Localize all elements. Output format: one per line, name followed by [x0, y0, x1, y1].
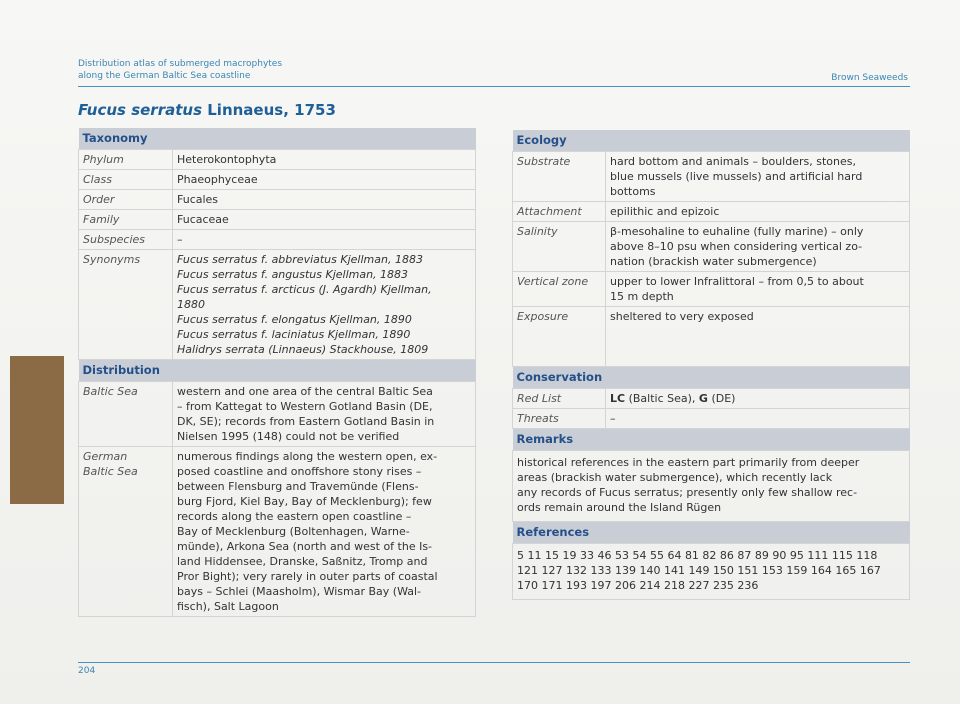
red-list-g: G: [698, 392, 708, 405]
header-rule: [78, 86, 910, 87]
synonym-line: Halidrys serrata (Linnaeus) Stackhouse, 1809: [177, 343, 429, 356]
species-authority: Linnaeus, 1753: [207, 101, 336, 119]
text-line: 121 127 132 133 139 140 141 149 150 151 153 159 164 165 167: [517, 564, 881, 577]
text-line: Bay of Mecklenburg (Boltenhagen, Warne-: [177, 525, 410, 538]
german-baltic-key: [79, 447, 173, 617]
page-number: 204: [78, 666, 96, 676]
red-list-lc-note: (Baltic Sea),: [625, 392, 699, 405]
text-line: bottoms: [610, 185, 656, 198]
text-line: above 8–10 psu when considering vertical zo-: [610, 240, 863, 253]
table-row: [79, 210, 476, 230]
table-row: [513, 152, 910, 202]
header-line-2: along the German Baltic Sea coastline: [78, 71, 251, 81]
substrate-key: Substrate: [513, 152, 606, 202]
taxonomy-value: Fucaceae: [173, 210, 476, 230]
taxonomy-key: Order: [79, 190, 173, 210]
table-row: [79, 150, 476, 170]
salinity-value: [606, 222, 910, 272]
conservation-heading: Conservation: [513, 367, 910, 389]
attachment-key: Attachment: [513, 202, 606, 222]
text-line: bays – Schlei (Maasholm), Wismar Bay (Wal-: [177, 585, 422, 598]
taxonomy-heading: Taxonomy: [79, 128, 476, 150]
text-line: 5 11 15 19 33 46 53 54 55 64 81 82 86 87 89 90 95 111 115 118: [517, 549, 878, 562]
footer-rule: [78, 662, 910, 663]
text-line: ords remain around the Island Rügen: [517, 501, 722, 514]
synonym-line: Fucus serratus f. elongatus Kjellman, 1890: [177, 313, 412, 326]
text-line: fisch), Salt Lagoon: [177, 600, 279, 613]
table-row: [513, 222, 910, 272]
red-list-g-note: (DE): [707, 392, 736, 405]
running-header: [78, 58, 282, 82]
header-line-1: Distribution atlas of submerged macrophytes: [78, 59, 283, 69]
text-line: land Hiddensee, Dranske, Saßnitz, Tromp and: [177, 555, 428, 568]
exposure-value: sheltered to very exposed: [606, 307, 910, 367]
section-label: Brown Seaweeds: [831, 73, 908, 83]
table-row: [513, 307, 910, 367]
table-row: [79, 447, 476, 617]
salinity-key: Salinity: [513, 222, 606, 272]
synonym-line: Fucus serratus f. laciniatus Kjellman, 1890: [177, 328, 411, 341]
german-baltic-text: [173, 447, 476, 617]
table-row: [79, 170, 476, 190]
text-line: numerous findings along the western open, ex-: [177, 450, 438, 463]
taxonomy-value: Phaeophyceae: [173, 170, 476, 190]
red-list-lc: LC: [610, 392, 626, 405]
species-title: [78, 101, 336, 119]
text-line: – from Kattegat to Western Gotland Basin (DE,: [177, 400, 433, 413]
attachment-value: epilithic and epizoic: [606, 202, 910, 222]
table-row: [513, 409, 910, 429]
remarks-text: [513, 451, 910, 522]
exposure-key: Exposure: [513, 307, 606, 367]
table-row: [79, 190, 476, 210]
table-row: [513, 451, 910, 522]
chapter-tab-marker: [10, 356, 64, 504]
synonyms-list: [173, 250, 476, 360]
table-row: [513, 202, 910, 222]
text-line: münde), Arkona Sea (north and west of the Is-: [177, 540, 433, 553]
synonym-line: Fucus serratus f. abbreviatus Kjellman, 1883: [177, 253, 423, 266]
synonym-line: Fucus serratus f. arcticus (J. Agardh) Kjellman,: [177, 283, 432, 296]
red-list-value: [606, 389, 910, 409]
species-name: Fucus serratus: [78, 101, 203, 119]
taxonomy-key: Subspecies: [79, 230, 173, 250]
text-line: any records of Fucus serratus; presently only few shallow rec-: [517, 486, 858, 499]
synonym-line: Fucus serratus f. angustus Kjellman, 1883: [177, 268, 409, 281]
table-row: [513, 389, 910, 409]
text-line: western and one area of the central Baltic Sea: [177, 385, 433, 398]
text-line: Pror Bight); very rarely in outer parts of coastal: [177, 570, 438, 583]
text-line: Nielsen 1995 (148) could not be verified: [177, 430, 400, 443]
key-line: Baltic Sea: [83, 465, 138, 478]
text-line: areas (brackish water submergence), which recently lack: [517, 471, 833, 484]
text-line: historical references in the eastern part primarily from deeper: [517, 456, 860, 469]
text-line: DK, SE); records from Eastern Gotland Basin in: [177, 415, 435, 428]
ecology-conservation-table: [512, 130, 910, 600]
ecology-heading: Ecology: [513, 130, 910, 152]
baltic-sea-text: [173, 382, 476, 447]
table-row: [79, 382, 476, 447]
text-line: nation (brackish water submergence): [610, 255, 817, 268]
taxonomy-value: Heterokontophyta: [173, 150, 476, 170]
taxonomy-key: Phylum: [79, 150, 173, 170]
threats-value: –: [606, 409, 910, 429]
taxonomy-value: Fucales: [173, 190, 476, 210]
taxonomy-value: –: [173, 230, 476, 250]
text-line: between Flensburg and Travemünde (Flens-: [177, 480, 419, 493]
references-list: [513, 544, 910, 600]
threats-key: Threats: [513, 409, 606, 429]
text-line: β-mesohaline to euhaline (fully marine) – only: [610, 225, 864, 238]
table-row: [513, 544, 910, 600]
references-heading: References: [513, 522, 910, 544]
taxonomy-distribution-table: [78, 128, 476, 617]
vertical-zone-key: Vertical zone: [513, 272, 606, 307]
text-line: posed coastline and onoffshore stony rises –: [177, 465, 422, 478]
text-line: hard bottom and animals – boulders, stones,: [610, 155, 856, 168]
text-line: upper to lower Infralittoral – from 0,5 to about: [610, 275, 864, 288]
key-line: German: [83, 450, 128, 463]
taxonomy-key: Class: [79, 170, 173, 190]
table-row: [513, 272, 910, 307]
remarks-heading: Remarks: [513, 429, 910, 451]
text-line: records along the eastern open coastline –: [177, 510, 412, 523]
table-row: [79, 230, 476, 250]
vertical-zone-value: [606, 272, 910, 307]
synonyms-key: Synonyms: [79, 250, 173, 360]
table-row: [79, 250, 476, 360]
synonym-line: 1880: [177, 298, 205, 311]
text-line: burg Fjord, Kiel Bay, Bay of Mecklenburg); few: [177, 495, 432, 508]
baltic-sea-key: Baltic Sea: [79, 382, 173, 447]
substrate-value: [606, 152, 910, 202]
taxonomy-key: Family: [79, 210, 173, 230]
text-line: 15 m depth: [610, 290, 674, 303]
text-line: blue mussels (live mussels) and artificial hard: [610, 170, 863, 183]
red-list-key: Red List: [513, 389, 606, 409]
text-line: 170 171 193 197 206 214 218 227 235 236: [517, 579, 759, 592]
distribution-heading: Distribution: [79, 360, 476, 382]
